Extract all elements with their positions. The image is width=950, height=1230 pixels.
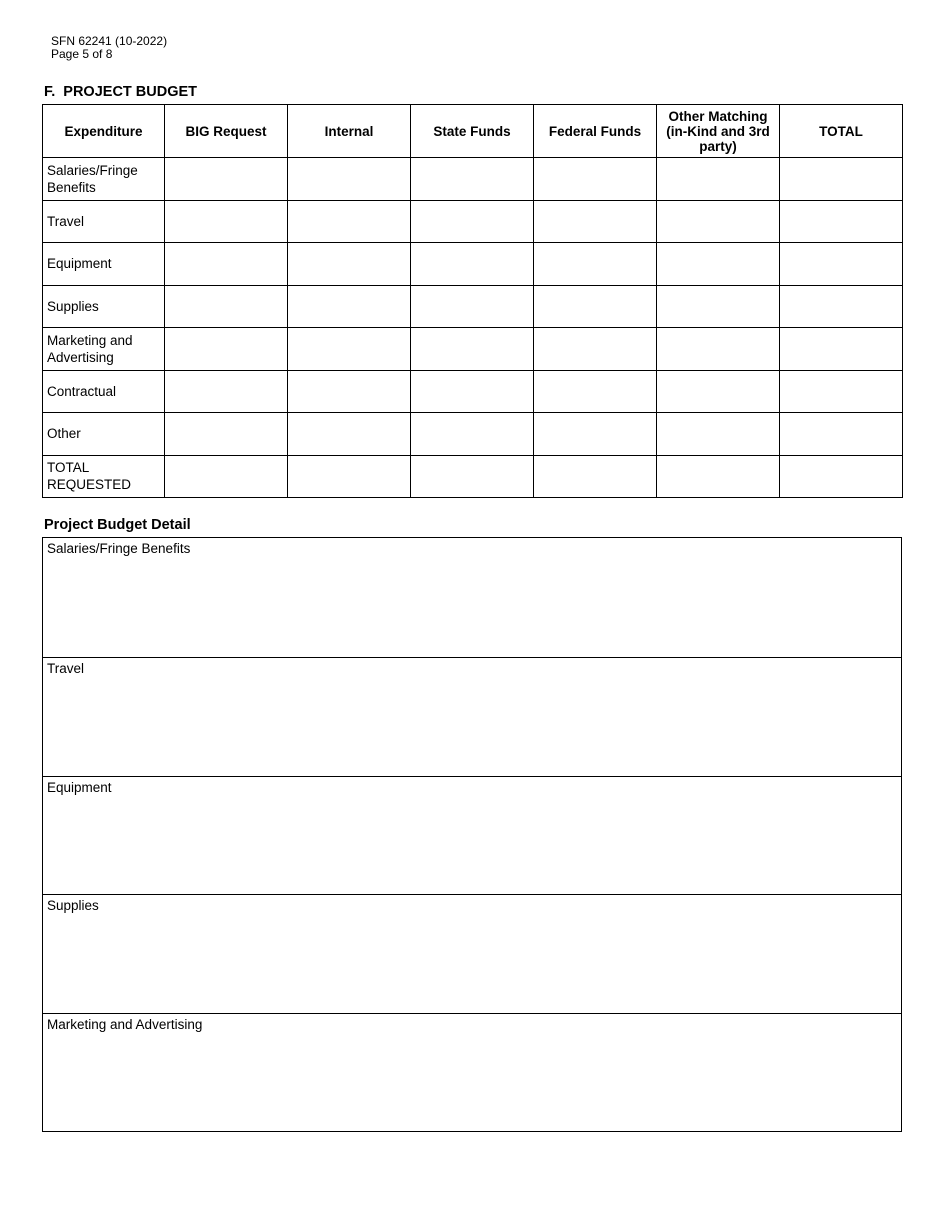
budget-cell[interactable] bbox=[534, 328, 657, 371]
budget-cell[interactable] bbox=[657, 455, 780, 498]
column-header-total: TOTAL bbox=[780, 105, 903, 158]
budget-cell[interactable] bbox=[780, 285, 903, 328]
budget-cell[interactable] bbox=[534, 455, 657, 498]
section-letter: F. bbox=[44, 84, 56, 100]
detail-field-label: Travel bbox=[47, 660, 85, 676]
page-number: Page 5 of 8 bbox=[51, 47, 113, 61]
budget-cell[interactable] bbox=[411, 285, 534, 328]
budget-cell[interactable] bbox=[534, 243, 657, 286]
detail-field-label: Salaries/Fringe Benefits bbox=[47, 541, 191, 556]
row-label: Contractual bbox=[43, 370, 165, 413]
budget-cell[interactable] bbox=[534, 200, 657, 243]
budget-cell[interactable] bbox=[657, 243, 780, 286]
column-header-federal-funds: Federal Funds bbox=[534, 105, 657, 158]
budget-cell[interactable] bbox=[288, 285, 411, 328]
budget-cell[interactable] bbox=[780, 413, 903, 456]
form-header bbox=[51, 35, 167, 61]
budget-cell[interactable] bbox=[780, 200, 903, 243]
column-header-big-request: BIG Request bbox=[165, 105, 288, 158]
detail-field-supplies[interactable] bbox=[43, 894, 901, 1013]
budget-cell[interactable] bbox=[165, 328, 288, 371]
budget-cell[interactable] bbox=[288, 328, 411, 371]
table-row bbox=[43, 200, 903, 243]
table-row bbox=[43, 370, 903, 413]
row-label: Other bbox=[43, 413, 165, 456]
row-label: Marketing and Advertising bbox=[43, 328, 165, 371]
budget-cell[interactable] bbox=[657, 200, 780, 243]
budget-cell[interactable] bbox=[165, 413, 288, 456]
budget-cell[interactable] bbox=[657, 370, 780, 413]
table-row bbox=[43, 285, 903, 328]
detail-field-label: Equipment bbox=[47, 779, 112, 795]
budget-cell[interactable] bbox=[288, 243, 411, 286]
detail-field-marketing[interactable] bbox=[43, 1013, 901, 1132]
budget-cell[interactable] bbox=[657, 158, 780, 201]
table-row bbox=[43, 413, 903, 456]
column-header-internal: Internal bbox=[288, 105, 411, 158]
budget-cell[interactable] bbox=[534, 285, 657, 328]
budget-cell[interactable] bbox=[288, 158, 411, 201]
budget-cell[interactable] bbox=[534, 370, 657, 413]
detail-field-equipment[interactable] bbox=[43, 776, 901, 895]
column-header-expenditure: Expenditure bbox=[43, 105, 165, 158]
budget-cell[interactable] bbox=[534, 158, 657, 201]
row-label: Salaries/Fringe Benefits bbox=[43, 158, 165, 201]
budget-cell[interactable] bbox=[411, 455, 534, 498]
project-budget-table bbox=[42, 104, 903, 498]
budget-cell[interactable] bbox=[165, 285, 288, 328]
budget-section-title bbox=[44, 84, 197, 100]
section-title-text: PROJECT BUDGET bbox=[63, 84, 198, 100]
table-row bbox=[43, 158, 903, 201]
budget-detail-box bbox=[42, 537, 902, 1132]
detail-field-label: Supplies bbox=[47, 898, 99, 914]
row-label: Travel bbox=[43, 200, 165, 243]
budget-cell[interactable] bbox=[411, 413, 534, 456]
column-header-other-matching: Other Matching (in-Kind and 3rd party) bbox=[657, 105, 780, 158]
budget-cell[interactable] bbox=[411, 158, 534, 201]
detail-field-label: Marketing and Advertising bbox=[47, 1017, 203, 1033]
budget-cell[interactable] bbox=[780, 370, 903, 413]
budget-cell[interactable] bbox=[780, 328, 903, 371]
column-header-state-funds: State Funds bbox=[411, 105, 534, 158]
budget-cell[interactable] bbox=[780, 243, 903, 286]
table-row bbox=[43, 328, 903, 371]
budget-cell[interactable] bbox=[288, 455, 411, 498]
budget-cell[interactable] bbox=[411, 328, 534, 371]
row-label: TOTAL REQUESTED bbox=[43, 455, 165, 498]
budget-cell[interactable] bbox=[534, 413, 657, 456]
budget-cell[interactable] bbox=[657, 285, 780, 328]
table-row bbox=[43, 243, 903, 286]
budget-detail-title: Project Budget Detail bbox=[44, 517, 191, 533]
budget-cell[interactable] bbox=[165, 455, 288, 498]
row-label: Equipment bbox=[43, 243, 165, 286]
budget-cell[interactable] bbox=[411, 370, 534, 413]
budget-cell[interactable] bbox=[288, 370, 411, 413]
budget-cell[interactable] bbox=[780, 455, 903, 498]
budget-cell[interactable] bbox=[657, 413, 780, 456]
budget-cell[interactable] bbox=[288, 413, 411, 456]
table-row bbox=[43, 455, 903, 498]
budget-cell[interactable] bbox=[165, 200, 288, 243]
budget-cell[interactable] bbox=[165, 243, 288, 286]
detail-field-salaries[interactable] bbox=[43, 538, 901, 657]
budget-cell[interactable] bbox=[657, 328, 780, 371]
table-header-row bbox=[43, 105, 903, 158]
form-number: SFN 62241 (10-2022) bbox=[51, 34, 168, 48]
detail-field-travel[interactable] bbox=[43, 657, 901, 776]
budget-cell[interactable] bbox=[165, 370, 288, 413]
budget-cell[interactable] bbox=[288, 200, 411, 243]
budget-cell[interactable] bbox=[165, 158, 288, 201]
budget-cell[interactable] bbox=[780, 158, 903, 201]
budget-cell[interactable] bbox=[411, 243, 534, 286]
budget-cell[interactable] bbox=[411, 200, 534, 243]
row-label: Supplies bbox=[43, 285, 165, 328]
